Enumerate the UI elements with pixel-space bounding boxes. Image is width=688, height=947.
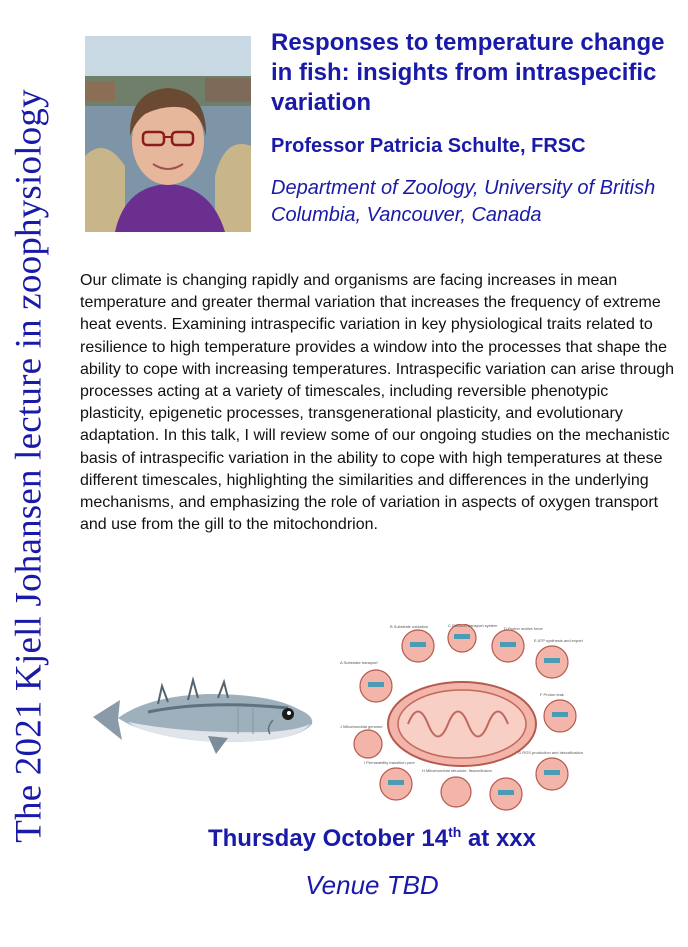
mito-label-i: I Permeability transition pore <box>364 760 415 765</box>
lecture-series-title-text: The 2021 Kjell Johansen lecture in zoophysiology <box>8 89 50 843</box>
talk-title: Responses to temperature change in fish: insights from intraspecific variation <box>271 29 665 116</box>
stickleback-fish-illustration <box>88 672 318 764</box>
mito-label-g: G ROS production and detoxification <box>518 750 583 755</box>
mitochondrion-diagram <box>338 624 583 814</box>
mito-label-c: C Electron transport system <box>448 624 498 628</box>
mito-label-b: B Substrate oxidation <box>390 624 429 629</box>
mito-label-f: F Proton leak <box>540 692 564 697</box>
mito-label-d: D Proton motive force <box>504 626 543 631</box>
event-date <box>56 824 688 853</box>
mito-label-j: J Mitochondrial genome <box>340 724 383 729</box>
mito-label-h: H Mitochondrial structure, fission/fusion <box>422 768 492 773</box>
speaker-affiliation: Department of Zoology, University of British Columbia, Vancouver, Canada <box>271 177 656 226</box>
abstract-text: Our climate is changing rapidly and organisms are facing increases in mean temperature and greater thermal variation that increases the frequency of extreme heat events. Examining intraspecific variation in key physiological traits related to resilience to high temperature provides a window into the processes that shape the ability to cope with increasing temperatures. Intraspecific variation can arise through processes acting at a variety of timescales, including reversible phenotypic plasticity, epigenetic processes, transgenerational plasticity, and evolutionary adaptation. In this talk, I will review some of our ongoing studies on the mechanistic basis of intraspecific variation in the ability to cope with high temperatures at these different timescales, highlighting the similarities and differences in the underlying mechanisms, and emphasizing the role of variation in aspects of oxygen transport and use from the gill to the mitochondrion. <box>80 272 675 534</box>
event-date-ordinal: th <box>448 824 462 840</box>
mito-label-e: E ATP synthesis and export <box>534 638 583 643</box>
event-date-suffix: at xxx <box>461 825 536 852</box>
speaker-portrait <box>85 36 251 232</box>
lecture-series-title <box>0 0 58 947</box>
event-venue: Venue TBD <box>305 870 439 900</box>
mito-label-a: A Substrate transport <box>340 660 378 665</box>
event-date-prefix: Thursday October 14 <box>207 825 449 852</box>
speaker-name: Professor Patricia Schulte, FRSC <box>271 135 586 157</box>
